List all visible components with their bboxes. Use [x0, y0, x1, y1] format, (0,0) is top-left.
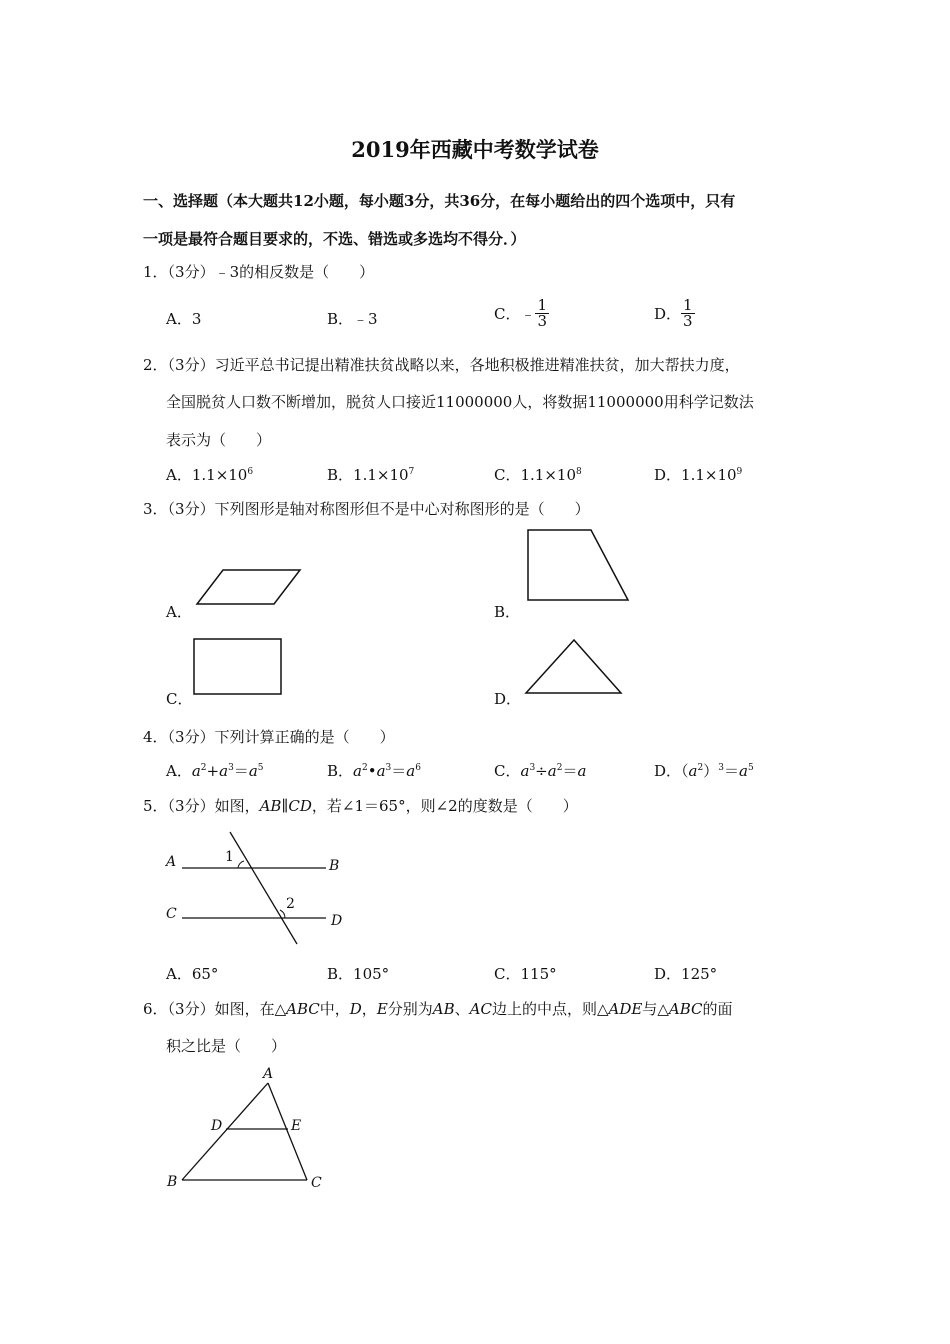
q1-option-a: A．3 — [166, 310, 202, 328]
q4-c-var3: a — [577, 762, 587, 780]
q1-c-numerator: 1 — [537, 296, 548, 314]
q4-a-exp2: 3 — [228, 763, 234, 773]
q6-p3: 分别为 — [387, 1000, 433, 1018]
q2-c-base: C．1.1×10 — [494, 466, 576, 484]
q2-b-base: B．1.1×10 — [327, 466, 409, 484]
q6-p6: 的面 — [702, 1000, 733, 1018]
q2-a-exp: 6 — [247, 467, 254, 477]
q3-stem: 3．（3分）下列图形是轴对称图形但不是中心对称图形的是（ ） — [143, 500, 590, 518]
q4-b-var3: a — [406, 762, 416, 780]
q4-d-label: D． — [654, 762, 682, 780]
q6-label-a: A — [263, 1066, 274, 1082]
q4-c-label: C． — [494, 762, 521, 780]
q6-abc: ABC — [286, 1000, 320, 1018]
q5-stem-parallel: ∥ — [281, 797, 289, 815]
q6-d: D — [349, 1000, 362, 1018]
q5-label-b: B — [329, 858, 340, 874]
section-header-line1: 一、选择题（本大题共12小题，每小题3分，共36分，在每小题给出的四个选项中，只有 — [143, 192, 736, 210]
q1-d-numerator: 1 — [683, 296, 693, 314]
q4-b-exp2: 3 — [385, 763, 392, 773]
q3-option-d-label: D． — [494, 690, 522, 708]
q5-stem-prefix: 5．（3分）如图， — [143, 797, 260, 815]
q6-ab: AB — [432, 1000, 455, 1018]
q2-line1: 2．（3分）习近平总书记提出精准扶贫战略以来，各地积极推进精准扶贫，加大帮扶力度， — [143, 356, 740, 374]
q4-d-var1: a — [688, 762, 698, 780]
q4-a-exp3: 5 — [257, 763, 264, 773]
q4-a-eq: ＝ — [233, 762, 249, 780]
q6-label-b: B — [167, 1174, 178, 1190]
section-header-line2: 一项是最符合题目要求的，不选、错选或多选均不得分．） — [143, 230, 526, 248]
q4-b-op: • — [367, 762, 377, 780]
q2-c-exp: 8 — [576, 467, 582, 477]
q6-label-d: D — [211, 1118, 223, 1134]
q6-ade: ADE — [608, 1000, 643, 1018]
q6-p5: 与△ — [642, 1000, 669, 1018]
q6-sep: 、 — [454, 1000, 470, 1018]
q3-option-c-label: C． — [166, 690, 193, 708]
q2-d-base: D．1.1×10 — [654, 466, 737, 484]
q6-label-c: C — [311, 1175, 322, 1191]
q4-c-var2: a — [547, 762, 557, 780]
q4-b-var2: a — [376, 762, 386, 780]
q6-p2: 中， — [319, 1000, 350, 1018]
q3-option-b-label: B． — [494, 603, 521, 621]
q4-a-exp1: 2 — [200, 763, 207, 773]
page-title: 2019年西藏中考数学试卷 — [351, 137, 599, 162]
q5-angle2-label: 2 — [286, 896, 295, 912]
q2-d-exp: 9 — [736, 467, 743, 477]
q4-a-var2: a — [219, 762, 229, 780]
q5-angle1-label: 1 — [225, 849, 234, 865]
q4-d-exp2: 3 — [718, 763, 724, 773]
q2-line2: 全国脱贫人口数不断增加，脱贫人口接近11000000人，将数据11000000用科学记数法 — [166, 393, 754, 411]
q5-label-a: A — [166, 854, 177, 870]
q5-option-d: D．125° — [654, 965, 718, 983]
q5-label-c: C — [166, 906, 177, 922]
q4-c-eq: ＝ — [562, 762, 578, 780]
q2-line3: 表示为（ ） — [166, 431, 272, 449]
q4-c-exp1: 3 — [529, 763, 536, 773]
q4-b-eq: ＝ — [391, 762, 407, 780]
q6-abc2: ABC — [668, 1000, 703, 1018]
q5-option-c: C．115° — [494, 965, 557, 983]
q4-a-op: + — [206, 762, 220, 780]
q4-a-var3: a — [248, 762, 258, 780]
q4-a-label: A． — [166, 762, 192, 780]
q6-line2: 积之比是（ ） — [166, 1037, 287, 1055]
q4-d-open: （ — [681, 762, 689, 780]
q6-label-e: E — [291, 1118, 302, 1134]
q4-c-op: ÷ — [535, 762, 548, 780]
q1-option-c-prefix: C．﹣ — [494, 305, 536, 323]
q5-stem-ab: AB — [259, 797, 282, 815]
q1-stem: 1．（3分）﹣3的相反数是（ ） — [143, 263, 375, 281]
q1-c-denominator: 3 — [537, 312, 548, 330]
q3-option-a-label: A． — [166, 603, 192, 621]
q4-b-exp1: 2 — [361, 763, 368, 773]
q2-b-exp: 7 — [408, 467, 415, 477]
q5-stem-suffix: ，若∠1＝65°，则∠2的度数是（ ） — [311, 797, 578, 815]
q6-p1: 6．（3分）如图，在△ — [143, 1000, 287, 1018]
q4-d-exp3: 5 — [747, 763, 754, 773]
q1-d-denominator: 3 — [683, 312, 693, 330]
q4-stem: 4．（3分）下列计算正确的是（ ） — [143, 728, 395, 746]
q4-d-exp1: 2 — [697, 763, 704, 773]
q5-label-d: D — [331, 913, 343, 929]
q1-option-d-prefix: D． — [654, 305, 682, 323]
q5-stem-cd: CD — [288, 797, 312, 815]
q6-p4: 边上的中点，则△ — [491, 1000, 609, 1018]
q5-option-b: B．105° — [327, 965, 390, 983]
q4-c-exp2: 2 — [556, 763, 563, 773]
q6-side-ab — [182, 1083, 268, 1180]
q6-e: E — [376, 1000, 388, 1018]
q4-b-exp3: 6 — [415, 763, 421, 773]
q4-a-var1: a — [191, 762, 201, 780]
q4-d-eq: ＝ — [723, 762, 739, 780]
q1-option-b: B．﹣3 — [327, 310, 378, 328]
q4-d-var2: a — [739, 762, 748, 780]
q5-option-a: A．65° — [166, 965, 219, 983]
q6-ac: AC — [469, 1000, 492, 1018]
q4-d-close: ） — [703, 762, 719, 780]
q2-a-base: A．1.1×10 — [166, 466, 248, 484]
q4-b-label: B． — [327, 762, 354, 780]
q6-comma: ， — [361, 1000, 377, 1018]
q4-b-var1: a — [353, 762, 362, 780]
q4-c-var1: a — [520, 762, 530, 780]
